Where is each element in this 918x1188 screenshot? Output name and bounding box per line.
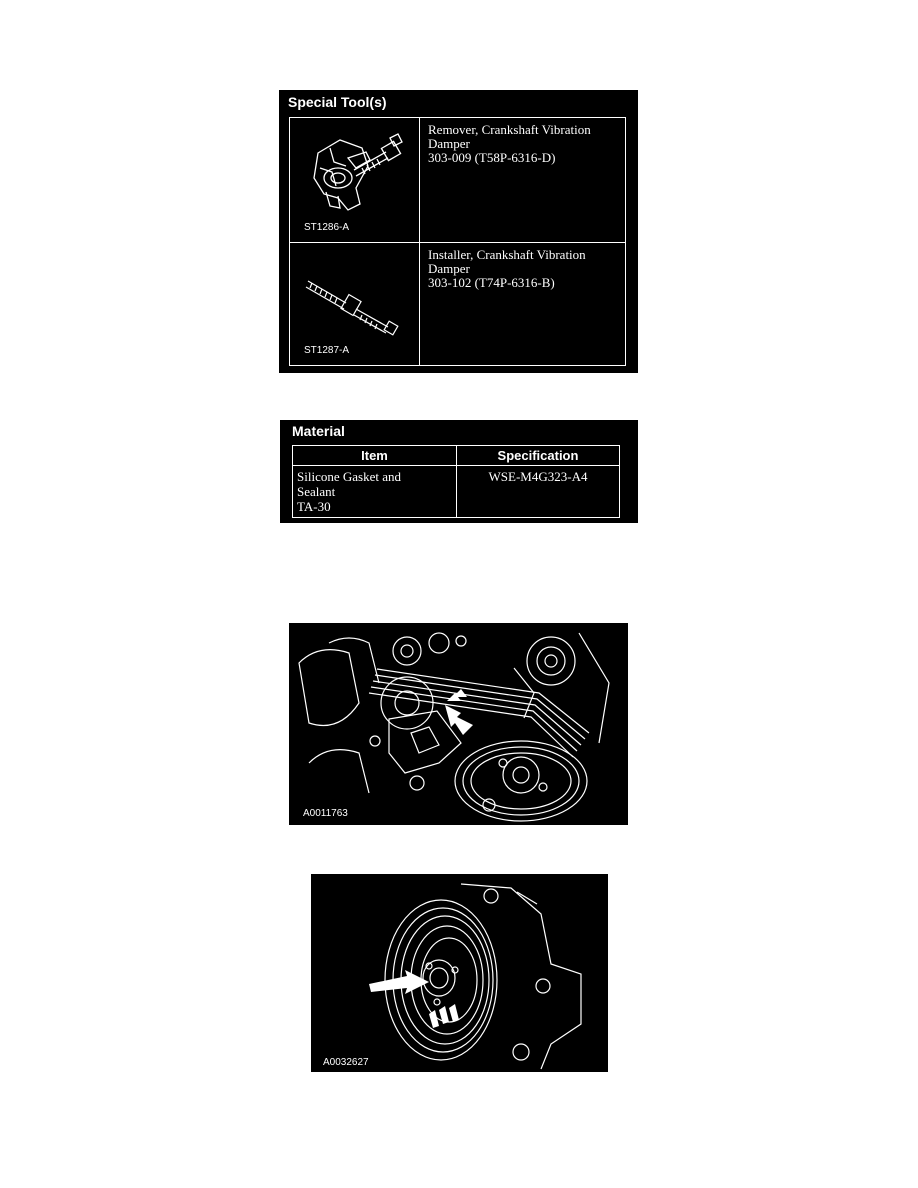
material-item-line: Silicone Gasket and [297,469,401,484]
figure-drive-belt-tensioner [289,623,628,825]
tool-desc-line: Installer, Crankshaft Vibration [428,247,586,262]
tool-description [428,123,620,165]
tool-desc-line: Damper [428,136,470,151]
material-table [292,445,620,518]
crankshaft-pulley-bolt-illustration [311,874,608,1072]
tool-row [290,118,625,243]
material-spec-cell: WSE-M4G323-A4 [488,469,588,484]
material-panel [280,420,638,523]
tool-row [290,243,625,365]
tool-description [428,248,620,290]
drive-belt-tensioner-illustration [289,623,628,825]
tool-image-cell [290,118,420,242]
tool-desc-line: Damper [428,261,470,276]
material-title: Material [292,423,345,439]
material-item-line: TA-30 [297,499,331,514]
tool-desc-line: Remover, Crankshaft Vibration [428,122,591,137]
tool-code: ST1286-A [304,222,350,233]
material-header-specification: Specification [457,446,619,466]
special-tools-title: Special Tool(s) [288,94,387,110]
tool-code: ST1287-A [304,345,350,356]
material-header-item: Item [293,446,457,466]
material-item-line: Sealant [297,484,336,499]
tool-desc-line: 303-102 (T74P-6316-B) [428,275,555,290]
tool-desc-line: 303-009 (T58P-6316-D) [428,150,556,165]
material-item-cell [293,466,457,517]
special-tools-panel [279,90,638,373]
figure-code: A0032627 [323,1057,369,1068]
tool-image-cell [290,243,420,365]
figure-code: A0011763 [303,808,348,819]
special-tools-table [289,117,626,366]
figure-crankshaft-pulley [311,874,608,1072]
